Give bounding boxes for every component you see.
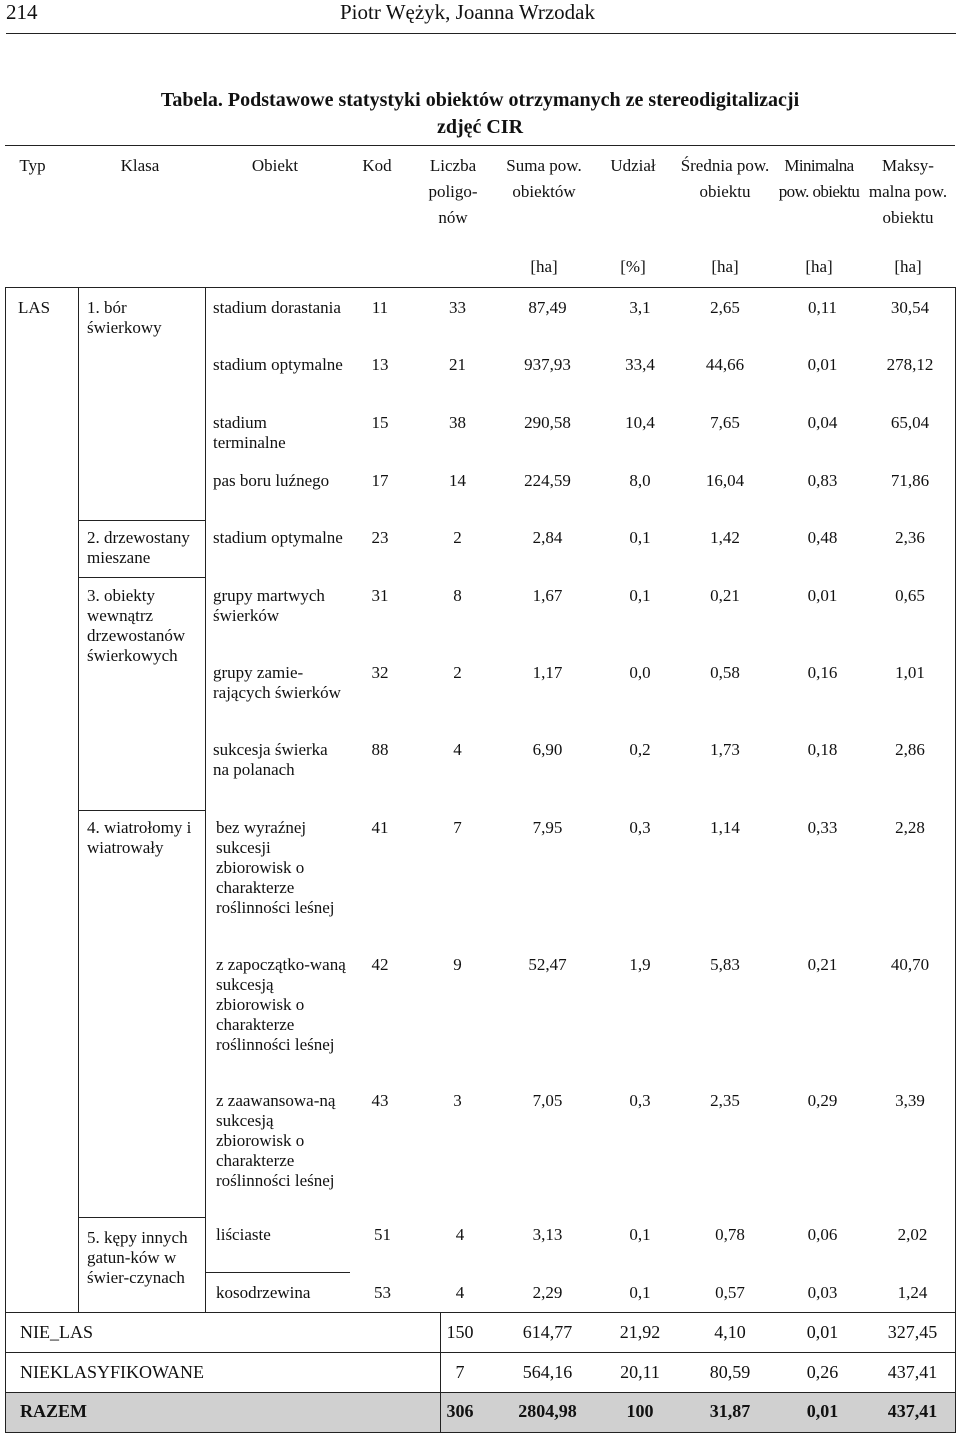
cell-kod: 11 bbox=[371, 298, 389, 317]
cell-kod: 13 bbox=[371, 355, 389, 374]
cell-suma: 2,29 bbox=[532, 1283, 563, 1302]
cell-udzial: 0,1 bbox=[629, 1283, 651, 1302]
cell-srednia: 16,04 bbox=[705, 471, 745, 490]
cell-min: 0,16 bbox=[807, 663, 838, 682]
cell-srednia: 1,14 bbox=[710, 818, 740, 837]
cell-kod: 32 bbox=[371, 663, 389, 682]
summary-label: RAZEM bbox=[20, 1401, 87, 1421]
summary-cell-liczba: 306 bbox=[446, 1401, 474, 1421]
cell-srednia: 1,73 bbox=[710, 740, 740, 759]
summary-cell-udzial: 21,92 bbox=[619, 1322, 661, 1342]
typ-column-divider bbox=[78, 287, 79, 1312]
object-label: stadium optymalne bbox=[213, 355, 343, 374]
table-left-border bbox=[5, 287, 6, 1433]
cell-min: 0,01 bbox=[807, 586, 838, 605]
cell-kod: 23 bbox=[371, 528, 389, 547]
cell-srednia: 5,83 bbox=[710, 955, 740, 974]
table-right-border bbox=[955, 287, 956, 1433]
cell-min: 0,06 bbox=[807, 1225, 838, 1244]
type-las: LAS bbox=[18, 298, 51, 317]
cell-max: 2,02 bbox=[897, 1225, 928, 1244]
col-header-udzial: Udział bbox=[610, 156, 656, 175]
cell-udzial: 0,3 bbox=[629, 818, 651, 837]
cell-liczba: 38 bbox=[449, 413, 466, 432]
cell-srednia: 1,42 bbox=[710, 528, 740, 547]
cell-min: 0,21 bbox=[807, 955, 838, 974]
cell-kod: 88 bbox=[371, 740, 389, 759]
cell-liczba: 2 bbox=[453, 663, 462, 682]
cell-suma: 87,49 bbox=[528, 298, 567, 317]
class-label: 2. drzewostany mieszane bbox=[87, 528, 190, 567]
col-header-klasa: Klasa bbox=[120, 156, 160, 175]
summary-cell-udzial: 100 bbox=[626, 1401, 654, 1421]
cell-udzial: 0,1 bbox=[629, 1225, 651, 1244]
summary-cell-srednia: 31,87 bbox=[709, 1401, 751, 1421]
col-header-max: Maksy-malna pow. obiektu bbox=[868, 156, 948, 227]
cell-udzial: 0,1 bbox=[629, 586, 651, 605]
col-header-min: Minimalna pow. obiektu bbox=[778, 156, 860, 201]
col-header-obiekt: Obiekt bbox=[251, 156, 299, 175]
cell-udzial: 0,0 bbox=[629, 663, 651, 682]
cell-min: 0,33 bbox=[807, 818, 838, 837]
cell-suma: 290,58 bbox=[524, 413, 571, 432]
cell-srednia: 7,65 bbox=[710, 413, 740, 432]
cell-max: 2,36 bbox=[895, 528, 925, 547]
col-header-kod: Kod bbox=[362, 156, 392, 175]
cell-liczba: 9 bbox=[453, 955, 462, 974]
object-label: kosodrzewina bbox=[216, 1283, 311, 1302]
class-label: 3. obiekty wewnątrz drzewostanów świerkowych bbox=[87, 586, 186, 665]
object-label: sukcesja świerka na polanach bbox=[213, 740, 328, 779]
cell-liczba: 2 bbox=[453, 528, 462, 547]
object-label: pas boru luźnego bbox=[213, 471, 330, 490]
cell-liczba: 4 bbox=[455, 1225, 465, 1244]
unit-srednia: [ha] bbox=[711, 257, 739, 276]
table-bottom-rule bbox=[5, 1432, 955, 1433]
cell-suma: 1,17 bbox=[532, 663, 563, 682]
cell-liczba: 8 bbox=[453, 586, 462, 605]
cell-udzial: 3,1 bbox=[629, 298, 651, 317]
table-caption-line2: zdjęć CIR bbox=[436, 116, 524, 138]
unit-udzial: [%] bbox=[620, 257, 646, 276]
class-divider-1 bbox=[78, 520, 205, 521]
cell-kod: 15 bbox=[371, 413, 389, 432]
cell-min: 0,83 bbox=[807, 471, 838, 490]
summary-cell-liczba: 7 bbox=[455, 1362, 465, 1382]
object-label: stadium terminalne bbox=[213, 413, 286, 452]
cell-liczba: 33 bbox=[449, 298, 466, 317]
klasa-column-divider bbox=[205, 287, 206, 1312]
cell-suma: 937,93 bbox=[524, 355, 571, 374]
cell-kod: 41 bbox=[371, 818, 389, 837]
class-divider-2 bbox=[78, 577, 205, 578]
cell-srednia: 2,35 bbox=[710, 1091, 740, 1110]
cell-srednia: 0,21 bbox=[710, 586, 740, 605]
cell-max: 0,65 bbox=[895, 586, 925, 605]
cell-liczba: 7 bbox=[453, 818, 462, 837]
object-label: z zaawansowa-ną sukcesją zbiorowisk o charakterze roślinności leśnej bbox=[216, 1091, 336, 1190]
class-divider-4 bbox=[78, 1217, 205, 1218]
cell-liczba: 4 bbox=[455, 1283, 465, 1302]
cell-srednia: 2,65 bbox=[710, 298, 740, 317]
cell-kod: 42 bbox=[371, 955, 389, 974]
cell-udzial: 1,9 bbox=[629, 955, 651, 974]
cell-srednia: 0,57 bbox=[715, 1283, 745, 1302]
summary-cell-max: 437,41 bbox=[887, 1401, 938, 1421]
cell-suma: 1,67 bbox=[532, 586, 563, 605]
summary-cell-min: 0,01 bbox=[806, 1401, 839, 1421]
cell-udzial: 10,4 bbox=[625, 413, 655, 432]
cell-min: 0,18 bbox=[807, 740, 838, 759]
col-header-liczba: Liczba poligo-nów bbox=[428, 156, 478, 227]
summary-cell-suma: 564,16 bbox=[522, 1362, 573, 1382]
cell-suma: 224,59 bbox=[524, 471, 571, 490]
cell-udzial: 0,1 bbox=[629, 528, 651, 547]
cell-suma: 2,84 bbox=[532, 528, 563, 547]
cell-srednia: 0,58 bbox=[710, 663, 740, 682]
object-label: grupy zamie-rających świerków bbox=[213, 663, 341, 702]
cell-max: 278,12 bbox=[886, 355, 934, 374]
object-label: stadium optymalne bbox=[213, 528, 343, 547]
cell-min: 0,29 bbox=[807, 1091, 838, 1110]
summary-cell-suma: 2804,98 bbox=[518, 1401, 577, 1421]
cell-srednia: 0,78 bbox=[715, 1225, 745, 1244]
object-label: stadium dorastania bbox=[213, 298, 341, 317]
table-caption-line1: Tabela. Podstawowe statystyki obiektów otrzymanych ze stereodigitalizacji bbox=[160, 89, 800, 111]
col-header-suma: Suma pow. obiektów bbox=[506, 156, 582, 201]
cell-max: 40,70 bbox=[890, 955, 930, 974]
cell-liczba: 21 bbox=[449, 355, 466, 374]
class-divider-3 bbox=[78, 810, 205, 811]
cell-max: 1,24 bbox=[897, 1283, 928, 1302]
object-label: z zapoczątko-waną sukcesją zbiorowisk o charakterze roślinności leśnej bbox=[216, 955, 346, 1054]
summary-cell-min: 0,01 bbox=[806, 1322, 839, 1342]
cell-kod: 17 bbox=[371, 471, 389, 490]
cell-max: 30,54 bbox=[890, 298, 930, 317]
cell-suma: 7,95 bbox=[532, 818, 563, 837]
cell-udzial: 0,3 bbox=[629, 1091, 651, 1110]
summary-cell-min: 0,26 bbox=[806, 1362, 839, 1382]
object-label: bez wyraźnej sukcesji zbiorowisk o charakterze roślinności leśnej bbox=[216, 818, 335, 917]
summary-cell-srednia: 80,59 bbox=[709, 1362, 751, 1382]
cell-suma: 3,13 bbox=[532, 1225, 563, 1244]
cell-udzial: 33,4 bbox=[625, 355, 655, 374]
cell-min: 0,04 bbox=[807, 413, 838, 432]
running-header-authors: Piotr Wężyk, Joanna Wrzodak bbox=[340, 0, 595, 24]
kepy-object-divider bbox=[205, 1272, 350, 1273]
class-label: 5. kępy innych gatun-ków w świer-czynach bbox=[87, 1228, 188, 1287]
col-header-typ: Typ bbox=[19, 156, 46, 175]
cell-kod: 53 bbox=[374, 1283, 391, 1302]
cell-kod: 43 bbox=[371, 1091, 389, 1110]
cell-kod: 31 bbox=[371, 586, 389, 605]
cell-liczba: 3 bbox=[453, 1091, 462, 1110]
summary-cell-max: 327,45 bbox=[887, 1322, 938, 1342]
cell-min: 0,11 bbox=[807, 298, 838, 317]
cell-suma: 7,05 bbox=[532, 1091, 563, 1110]
cell-kod: 51 bbox=[374, 1225, 391, 1244]
object-label: grupy martwych świerków bbox=[213, 586, 325, 625]
cell-suma: 52,47 bbox=[528, 955, 567, 974]
summary-cell-srednia: 4,10 bbox=[714, 1322, 746, 1342]
las-section-rule bbox=[5, 1312, 955, 1313]
cell-max: 1,01 bbox=[895, 663, 925, 682]
summary-label: NIE_LAS bbox=[20, 1322, 93, 1342]
cell-max: 3,39 bbox=[895, 1091, 925, 1110]
unit-max: [ha] bbox=[894, 257, 922, 276]
cell-min: 0,48 bbox=[807, 528, 838, 547]
summary-label: NIEKLASYFIKOWANE bbox=[20, 1362, 204, 1382]
unit-min: [ha] bbox=[805, 257, 833, 276]
nielas-rule bbox=[5, 1352, 955, 1353]
cell-liczba: 14 bbox=[449, 471, 466, 490]
summary-cell-suma: 614,77 bbox=[522, 1322, 573, 1342]
cell-max: 71,86 bbox=[890, 471, 930, 490]
summary-cell-udzial: 20,11 bbox=[620, 1362, 660, 1382]
table-header-rule bbox=[5, 287, 955, 288]
summary-cell-max: 437,41 bbox=[887, 1362, 938, 1382]
cell-udzial: 0,2 bbox=[629, 740, 651, 759]
cell-suma: 6,90 bbox=[532, 740, 563, 759]
unit-suma: [ha] bbox=[530, 257, 558, 276]
cell-udzial: 8,0 bbox=[629, 471, 651, 490]
cell-min: 0,01 bbox=[807, 355, 838, 374]
cell-srednia: 44,66 bbox=[705, 355, 745, 374]
cell-max: 2,86 bbox=[895, 740, 925, 759]
cell-max: 65,04 bbox=[890, 413, 930, 432]
page-number: 214 bbox=[6, 0, 38, 24]
class-label: 4. wiatrołomy i wiatrowały bbox=[87, 818, 192, 857]
table-top-rule bbox=[5, 145, 955, 146]
cell-liczba: 4 bbox=[453, 740, 462, 759]
class-label: 1. bór świerkowy bbox=[87, 298, 162, 337]
summary-cell-liczba: 150 bbox=[446, 1322, 474, 1342]
object-label: liściaste bbox=[216, 1225, 271, 1244]
header-rule bbox=[6, 33, 956, 34]
col-header-srednia: Średnia pow. obiektu bbox=[680, 156, 770, 201]
cell-min: 0,03 bbox=[807, 1283, 838, 1302]
cell-max: 2,28 bbox=[895, 818, 925, 837]
